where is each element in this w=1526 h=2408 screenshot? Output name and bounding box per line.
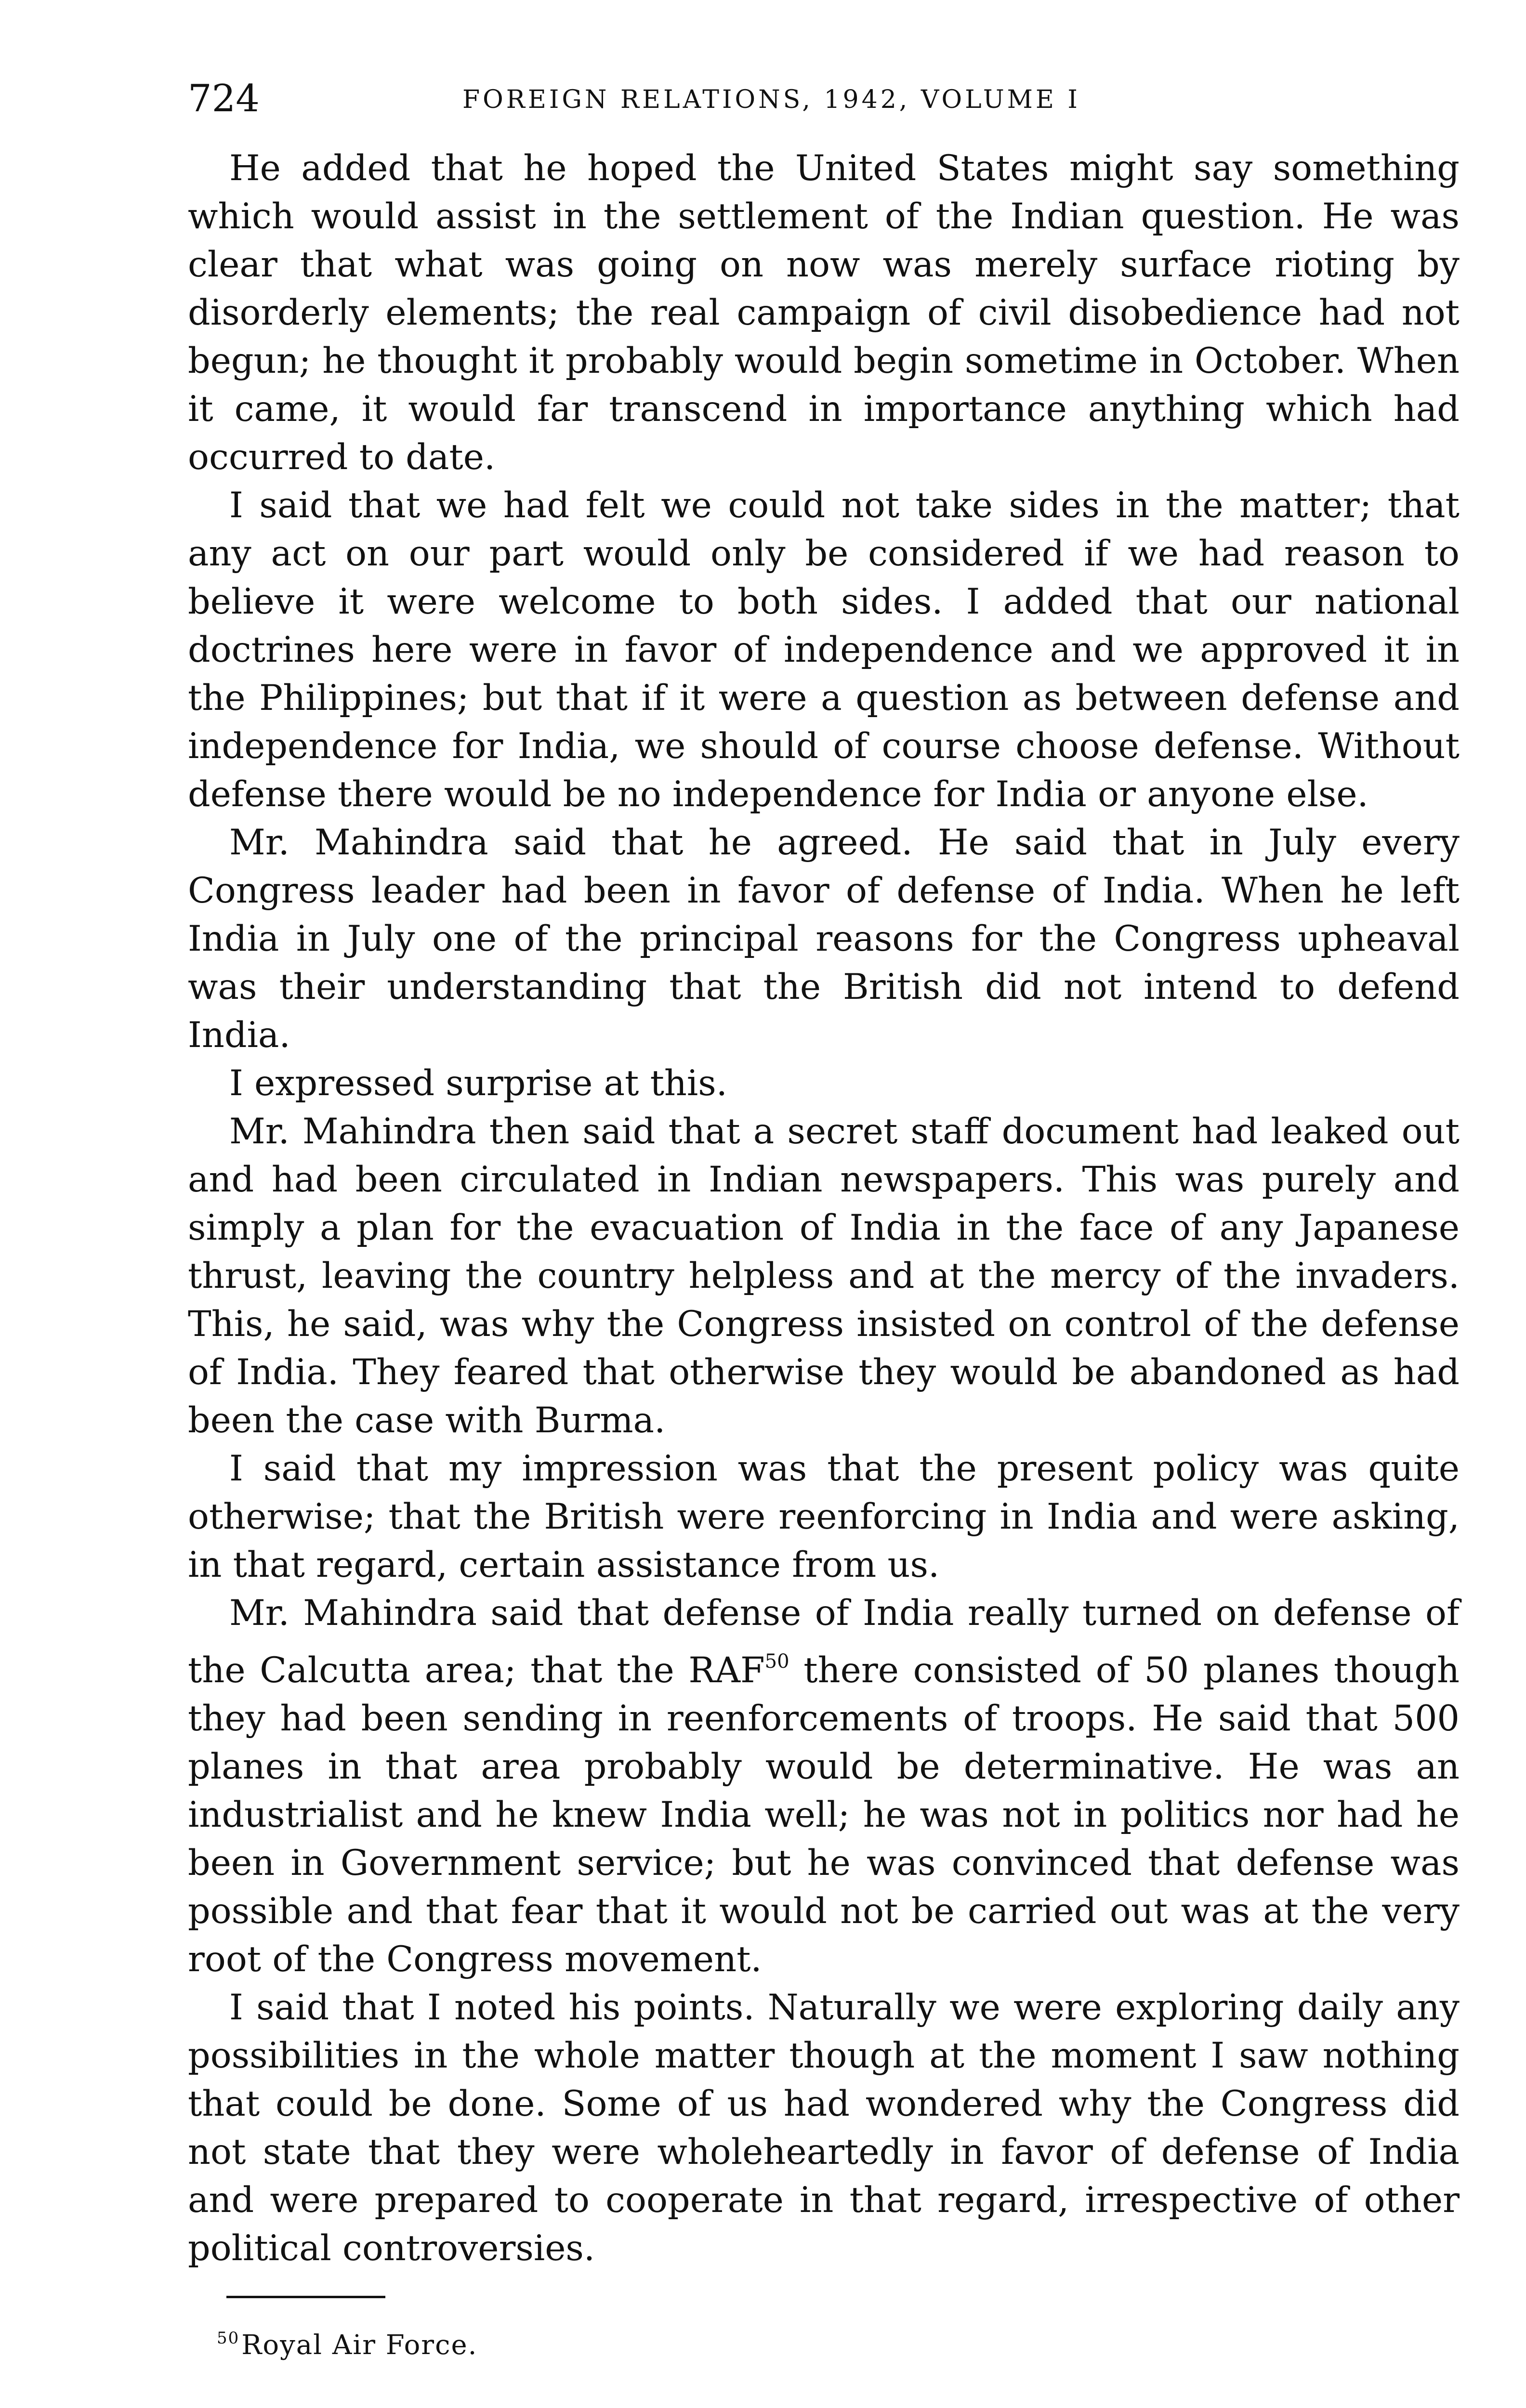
paragraph-7 [188, 1589, 1460, 1984]
footnote-mark: 50 [217, 2329, 240, 2348]
paragraph-8: I said that I noted his points. Naturally we were exploring daily any possibilities in the whole matter though at the moment I saw nothing that could be done. Some of us had wondered why the Congress did not state that they were wholeheartedly in favor of defense of India and were prepared to cooperate in that regard, irrespective of other political controversies. [188, 1987, 1460, 2269]
paragraph-2: I said that we had felt we could not take sides in the matter; that any act on our part would only be considered if we had reason to believe it were welcome to both sides. I added that our national doctrines here were in favor of independence and we approved it in the Philippines; but that if it were a question as between defense and independence for India, we should of course choose defense. Without defense there would be no independence for India or anyone else. [188, 485, 1460, 815]
paragraph-5: Mr. Mahindra then said that a secret staff document had leaked out and had been circulated in Indian newspapers. This was purely and simply a plan for the evacuation of India in the face of any Japanese thrust, leaving the country helpless and at the mercy of the invaders. This, he said, was why the Congress insisted on control of the defense of India. They feared that otherwise they would be abandoned as had been the case with Burma. [188, 1111, 1460, 1441]
footnote-text: Royal Air Force. [241, 2329, 478, 2361]
paragraph-7-end: there consisted of 50 planes though they had been sending in reenforcements of troops. He said that 500 planes in that area probably would be determinative. He was an industrialist and he knew India well; he was not in politics nor had he been in Government service; but he was convinced that defense was possible and that fear that it would not be carried out was at the very root of the Congress movement. [188, 1650, 1460, 1980]
paragraph-6: I said that my impression was that the present policy was quite otherwise; that the British were reenforcing in India and were asking, in that regard, certain assistance from us. [188, 1448, 1460, 1585]
paragraph-4: I expressed surprise at this. [229, 1063, 727, 1104]
footnote-divider [226, 2296, 385, 2298]
running-head [188, 72, 1228, 125]
footnote [217, 2319, 477, 2365]
running-title: FOREIGN RELATIONS, 1942, VOLUME I [462, 85, 1080, 114]
paragraph-3: Mr. Mahindra said that he agreed. He said that in July every Congress leader had been in favor of defense of India. When he left India in July one of the principal reasons for the Congress upheaval was their understanding that the British did not intend to defend India. [188, 822, 1460, 1056]
body-text [188, 144, 1460, 2273]
page-number: 724 [188, 77, 260, 120]
paragraph-1: He added that he hoped the United States might say something which would assist in the settlement of the Indian question. He was clear that what was going on now was merely surface rioting by disorderly elements; the real campaign of civil disobedience had not begun; he thought it probably would begin sometime in October. When it came, it would far transcend in importance anything which had occurred to date. [188, 148, 1460, 478]
paragraph-7-start: Mr. Mahindra said that defense of India really turned on defense of the Calcutta area; that the RAF [188, 1593, 1460, 1691]
footnote-reference-50[interactable]: 50 [764, 1650, 789, 1673]
